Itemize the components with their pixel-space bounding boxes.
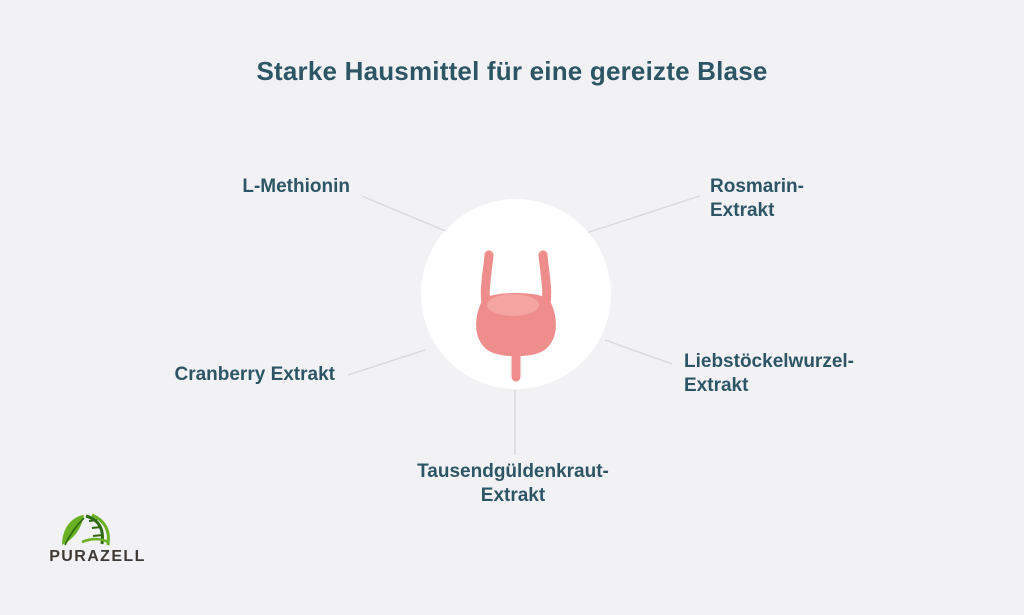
- label-liebstoeckelwurzel-extrakt: [684, 350, 934, 399]
- brand-logo: [30, 512, 165, 572]
- connector-line-liebstoeckel: [605, 340, 672, 364]
- label-l-methionin: L-Methionin: [242, 176, 350, 197]
- dna-leaf-icon: [52, 512, 120, 548]
- bladder-icon: [421, 199, 611, 389]
- label-liebstoeckel-line2: Extrakt: [684, 375, 749, 397]
- label-liebstoeckel-line1: Liebstöckelwurzel-: [684, 351, 854, 372]
- label-rosmarin-line2: Extrakt: [710, 200, 775, 222]
- label-rosmarin-line1: Rosmarin-: [710, 176, 804, 197]
- label-tausend-line2: Extrakt: [480, 485, 546, 507]
- connector-line-cranberry: [348, 350, 425, 375]
- label-cranberry-extrakt: Cranberry Extrakt: [174, 364, 335, 385]
- center-circle: [421, 199, 611, 389]
- label-tausendgueldenkraut-extrakt: [358, 460, 668, 509]
- label-rosmarin-extrakt: [710, 175, 940, 224]
- brand-name: PURAZELL: [49, 548, 146, 565]
- page-title: Starke Hausmittel für eine gereizte Blase: [256, 56, 768, 86]
- label-tausend-line1: Tausendgüldenkraut-: [417, 461, 609, 482]
